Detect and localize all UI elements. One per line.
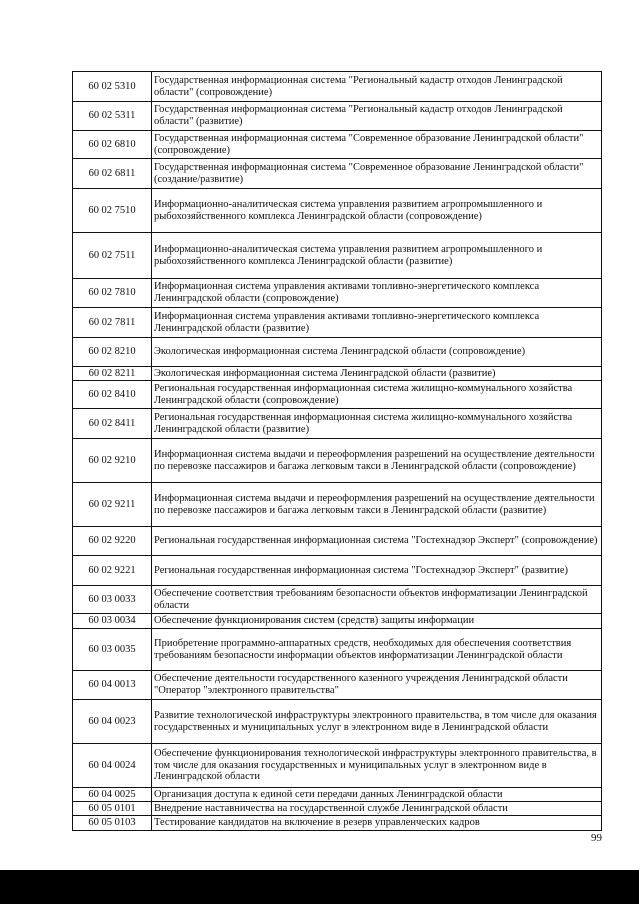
row-description: Региональная государственная информационная система "Гостехнадзор Эксперт" (сопровождение) — [152, 527, 602, 556]
table-row — [73, 439, 602, 483]
row-code: 60 03 0034 — [73, 614, 152, 629]
row-code: 60 02 7811 — [73, 308, 152, 338]
row-code: 60 02 8410 — [73, 381, 152, 409]
table-row — [73, 308, 602, 338]
row-description: Экологическая информационная система Ленинградской области (сопровождение) — [152, 338, 602, 367]
table-row — [73, 527, 602, 556]
budget-codes-table — [72, 71, 602, 831]
table-row — [73, 788, 602, 802]
row-code: 60 04 0013 — [73, 671, 152, 700]
row-description: Информационная система управления активами топливно-энергетического комплекса Ленинградской области (сопровождение) — [152, 279, 602, 308]
table-row — [73, 367, 602, 381]
table-row — [73, 381, 602, 409]
table-row — [73, 159, 602, 189]
table-row — [73, 629, 602, 671]
row-code: 60 03 0035 — [73, 629, 152, 671]
row-description: Информационно-аналитическая система управления развитием агропромышленного и рыбохозяйственного комплекса Ленинградской области (сопровождение) — [152, 189, 602, 233]
row-code: 60 02 6811 — [73, 159, 152, 189]
row-code: 60 02 8411 — [73, 409, 152, 439]
row-description: Региональная государственная информационная система "Гостехнадзор Эксперт" (развитие) — [152, 556, 602, 586]
table-row — [73, 614, 602, 629]
row-code: 60 05 0101 — [73, 802, 152, 816]
table-row — [73, 556, 602, 586]
table-body — [73, 72, 602, 831]
table-row — [73, 72, 602, 102]
table-row — [73, 102, 602, 131]
row-description: Государственная информационная система "Современное образование Ленинградской области" (создание/развитие) — [152, 159, 602, 189]
row-description: Развитие технологической инфраструктуры электронного правительства, в том числе для оказания государственных и муниципальных услуг в электронном виде в Ленинградской области — [152, 700, 602, 744]
row-description: Информационная система выдачи и переоформления разрешений на осуществление деятельности по перевозке пассажиров и багажа легковым такси в Ленинградской области (сопровождение) — [152, 439, 602, 483]
table-row — [73, 586, 602, 614]
row-code: 60 05 0103 — [73, 816, 152, 831]
row-code: 60 02 7510 — [73, 189, 152, 233]
row-description: Государственная информационная система "Региональный кадастр отходов Ленинградской области" (сопровождение) — [152, 72, 602, 102]
row-description: Обеспечение функционирования технологической инфраструктуры электронного правительства, в том числе для оказания государственных и муниципальных услуг в электронном виде в Ленинградской области — [152, 744, 602, 788]
row-code: 60 04 0025 — [73, 788, 152, 802]
row-description: Организация доступа к единой сети передачи данных Ленинградской области — [152, 788, 602, 802]
row-description: Региональная государственная информационная система жилищно-коммунального хозяйства Ленинградской области (сопровождение) — [152, 381, 602, 409]
row-code: 60 04 0023 — [73, 700, 152, 744]
table-row — [73, 409, 602, 439]
row-description: Обеспечение деятельности государственного казенного учреждения Ленинградской области "Оператор "электронного правительства" — [152, 671, 602, 700]
page-number: 99 — [591, 832, 602, 844]
row-description: Обеспечение функционирования систем (средств) защиты информации — [152, 614, 602, 629]
row-code: 60 02 9211 — [73, 483, 152, 527]
row-code: 60 02 9220 — [73, 527, 152, 556]
table-row — [73, 816, 602, 831]
row-description: Государственная информационная система "Региональный кадастр отходов Ленинградской области" (развитие) — [152, 102, 602, 131]
table-row — [73, 131, 602, 159]
row-description: Внедрение наставничества на государственной службе Ленинградской области — [152, 802, 602, 816]
row-code: 60 02 5311 — [73, 102, 152, 131]
row-code: 60 02 8210 — [73, 338, 152, 367]
row-description: Информационная система выдачи и переоформления разрешений на осуществление деятельности по перевозке пассажиров и багажа легковым такси в Ленинградской области (развитие) — [152, 483, 602, 527]
row-description: Приобретение программно-аппаратных средств, необходимых для обеспечения соответствия требованиям безопасности информации объектов информатизации Ленинградской области — [152, 629, 602, 671]
scan-bottom-border — [0, 870, 639, 904]
table-row — [73, 802, 602, 816]
table-row — [73, 233, 602, 279]
row-code: 60 02 5310 — [73, 72, 152, 102]
table-row — [73, 483, 602, 527]
row-description: Информационная система управления активами топливно-энергетического комплекса Ленинградской области (развитие) — [152, 308, 602, 338]
row-code: 60 02 7810 — [73, 279, 152, 308]
row-code: 60 02 9210 — [73, 439, 152, 483]
table-row — [73, 189, 602, 233]
table-row — [73, 700, 602, 744]
row-code: 60 02 8211 — [73, 367, 152, 381]
row-code: 60 04 0024 — [73, 744, 152, 788]
row-code: 60 03 0033 — [73, 586, 152, 614]
row-code: 60 02 7511 — [73, 233, 152, 279]
table-row — [73, 671, 602, 700]
table-row — [73, 338, 602, 367]
row-description: Информационно-аналитическая система управления развитием агропромышленного и рыбохозяйственного комплекса Ленинградской области (развитие) — [152, 233, 602, 279]
table-row — [73, 279, 602, 308]
row-code: 60 02 9221 — [73, 556, 152, 586]
row-description: Региональная государственная информационная система жилищно-коммунального хозяйства Ленинградской области (развитие) — [152, 409, 602, 439]
row-description: Государственная информационная система "Современное образование Ленинградской области" (сопровождение) — [152, 131, 602, 159]
row-description: Экологическая информационная система Ленинградской области (развитие) — [152, 367, 602, 381]
row-code: 60 02 6810 — [73, 131, 152, 159]
row-description: Тестирование кандидатов на включение в резерв управленческих кадров — [152, 816, 602, 831]
table-row — [73, 744, 602, 788]
row-description: Обеспечение соответствия требованиям безопасности объектов информатизации Ленинградской области — [152, 586, 602, 614]
